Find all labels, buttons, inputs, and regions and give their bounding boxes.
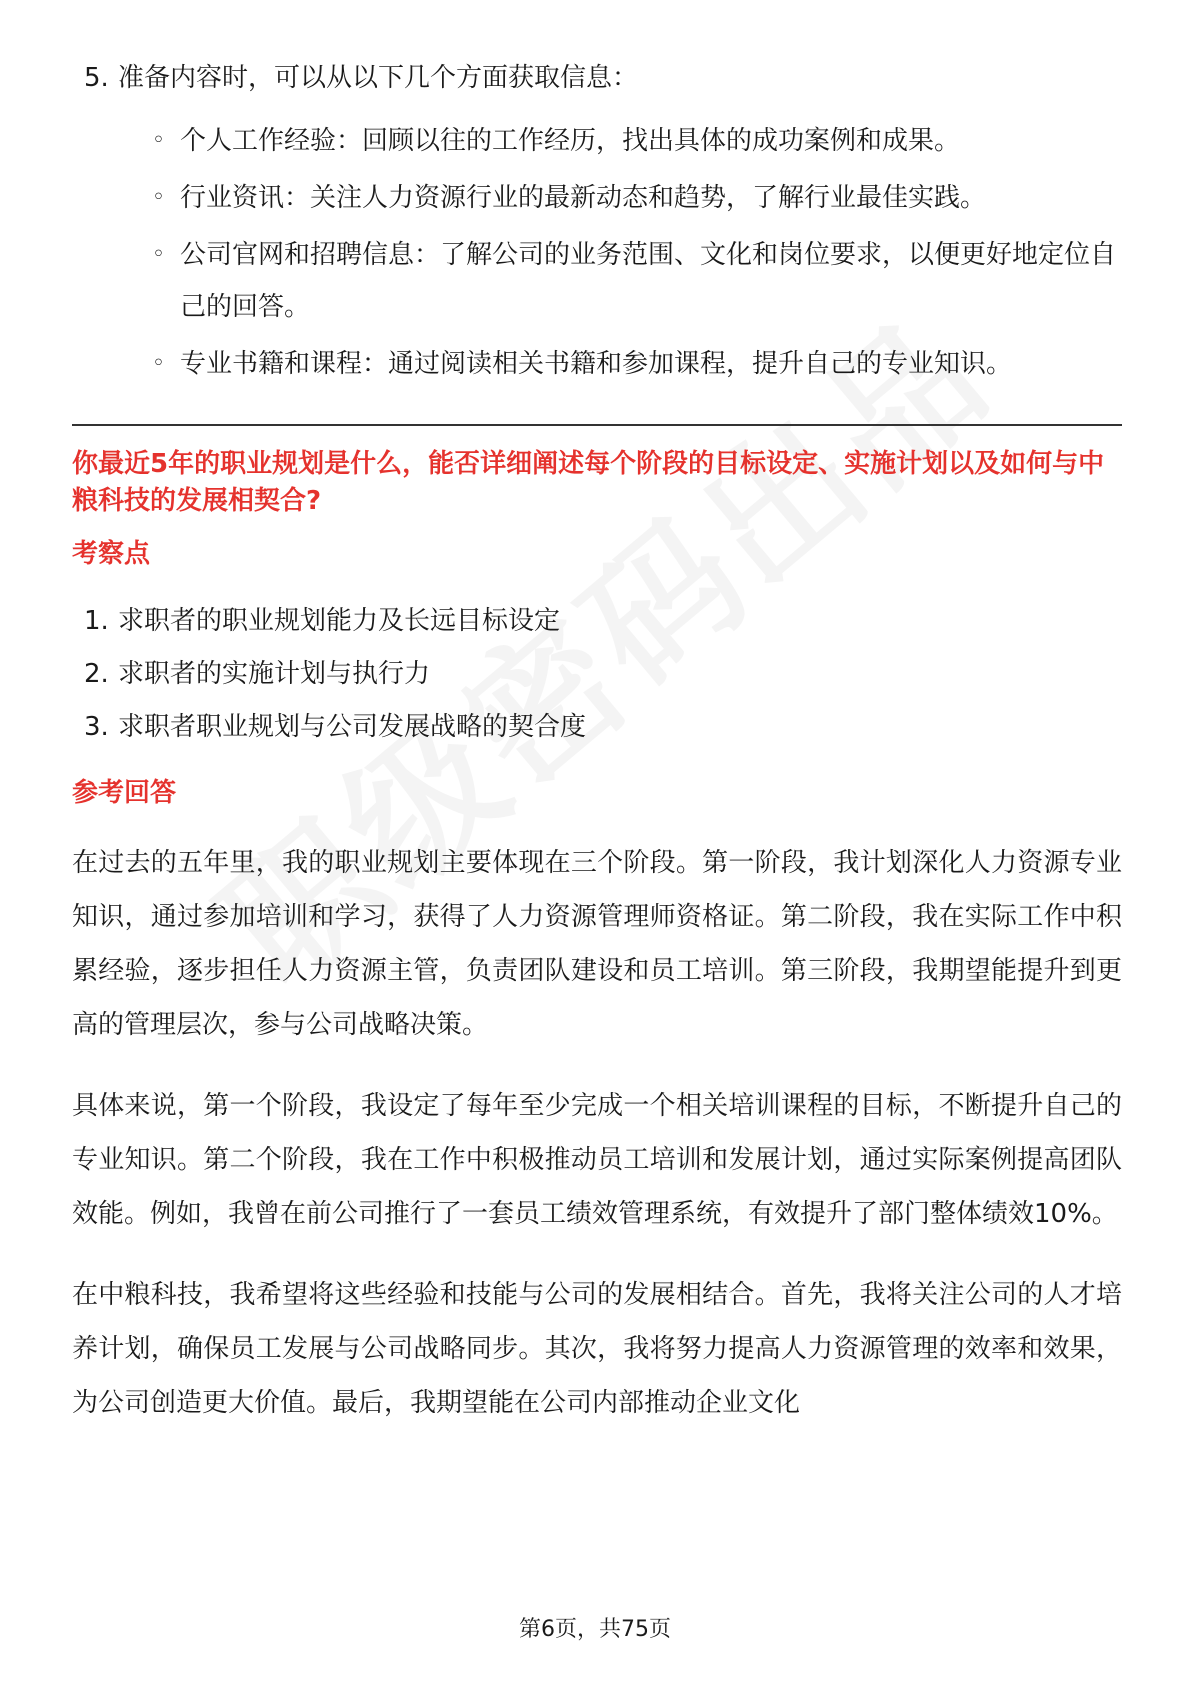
list-number: 3. — [84, 712, 109, 742]
section-divider — [72, 424, 1122, 426]
question-heading: 你最近5年的职业规划是什么，能否详细阐述每个阶段的目标设定、实施计划以及如何与中粮科技的发展相契合? — [72, 449, 1105, 516]
answer-paragraph: 具体来说，第一个阶段，我设定了每年至少完成一个相关培训课程的目标，不断提升自己的专业知识。第二个阶段，我在工作中积极推动员工培训和发展计划，通过实际案例提高团队效能。例如，我曾在前公司推行了一套员工绩效管理系统，有效提升了部门整体绩效10%。 — [72, 1091, 1122, 1229]
answer-heading: 参考回答 — [72, 778, 177, 808]
circle-bullet-icon: ◦ — [152, 351, 165, 376]
page-content — [72, 58, 1122, 1430]
sub-list-item-text: 公司官网和招聘信息：了解公司的业务范围、文化和岗位要求，以便更好地定位自己的回答。 — [180, 240, 1117, 322]
circle-bullet-icon: ◦ — [152, 242, 165, 267]
exam-points-list — [72, 595, 1122, 754]
list-item-text: 准备内容时，可以从以下几个方面获取信息： — [118, 63, 639, 93]
sub-list-item — [152, 115, 1122, 167]
circle-bullet-icon: ◦ — [152, 185, 165, 210]
list-item-text: 求职者的职业规划能力及长远目标设定 — [118, 606, 561, 636]
sub-list — [152, 115, 1122, 390]
list-item — [84, 701, 1122, 754]
list-number: 5. — [84, 63, 109, 93]
sub-list-item — [152, 338, 1122, 390]
list-number: 2. — [84, 659, 109, 689]
exam-points-heading: 考察点 — [72, 539, 151, 569]
list-item — [84, 595, 1122, 648]
list-item-5 — [84, 58, 1122, 98]
sub-list-item — [152, 229, 1122, 333]
sub-list-item-text: 专业书籍和课程：通过阅读相关书籍和参加课程，提升自己的专业知识。 — [180, 349, 1013, 379]
list-item-text: 求职者职业规划与公司发展战略的契合度 — [118, 712, 587, 742]
sub-list-item — [152, 172, 1122, 224]
answer-paragraph: 在过去的五年里，我的职业规划主要体现在三个阶段。第一阶段，我计划深化人力资源专业知识，通过参加培训和学习，获得了人力资源管理师资格证。第二阶段，我在实际工作中积累经验，逐步担任人力资源主管，负责团队建设和员工培训。第三阶段，我期望能提升到更高的管理层次，参与公司战略决策。 — [72, 848, 1122, 1040]
sub-list-item-text: 行业资讯：关注人力资源行业的最新动态和趋势，了解行业最佳实践。 — [180, 183, 987, 213]
list-item — [84, 648, 1122, 701]
list-number: 1. — [84, 606, 109, 636]
circle-bullet-icon: ◦ — [152, 128, 165, 153]
answer-paragraph: 在中粮科技，我希望将这些经验和技能与公司的发展相结合。首先，我将关注公司的人才培养计划，确保员工发展与公司战略同步。其次，我将努力提高人力资源管理的效率和效果，为公司创造更大价值。最后，我期望能在公司内部推动企业文化 — [72, 1280, 1122, 1418]
page-number-footer: 第6页，共75页 — [519, 1617, 671, 1642]
sub-list-item-text: 个人工作经验：回顾以往的工作经历，找出具体的成功案例和成果。 — [180, 126, 961, 156]
list-item-text: 求职者的实施计划与执行力 — [118, 659, 431, 689]
